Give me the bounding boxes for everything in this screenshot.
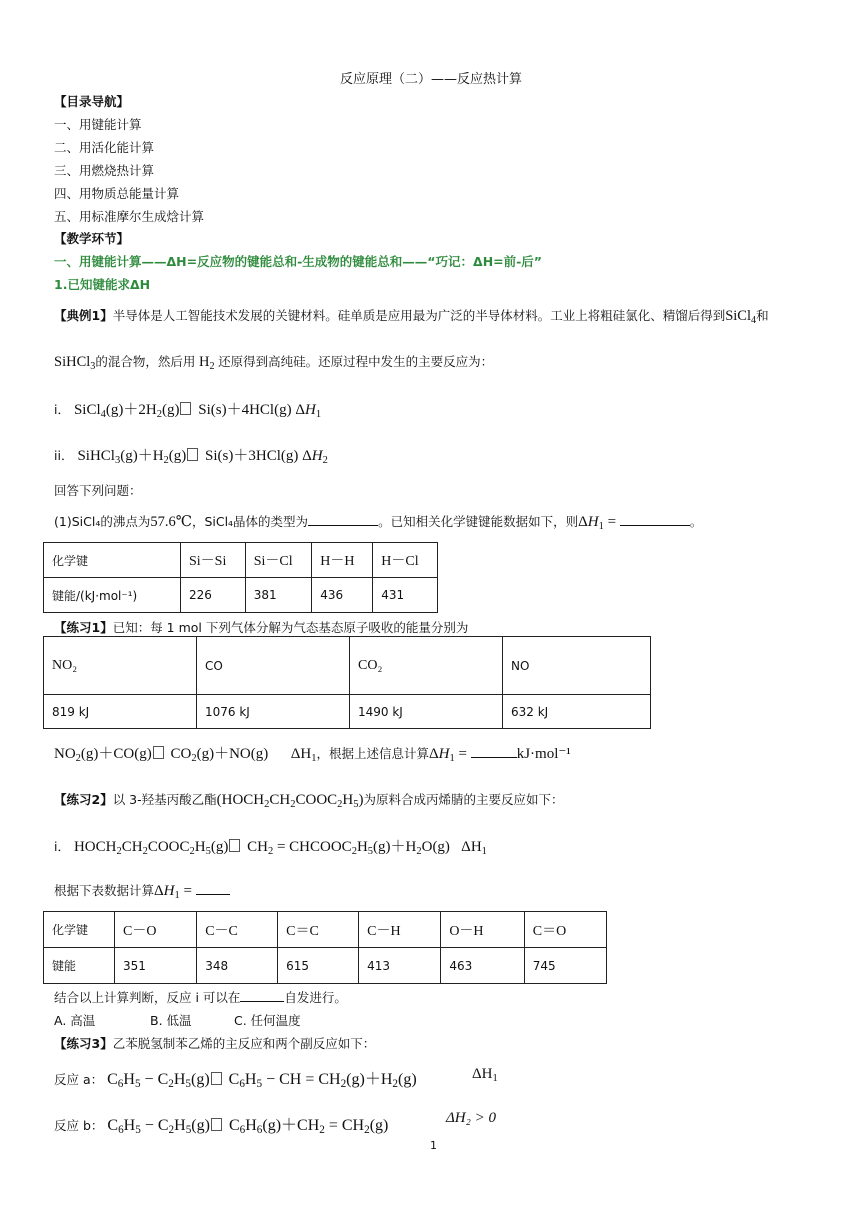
reaction-equation: $C_6H_5 - C_2H_5(g) C_6H_5$ − CH = $CH_2(g)+H_2(g)$ (107, 1071, 417, 1090)
practice2-judge (54, 988, 347, 1006)
table-header: NO₂ (44, 637, 197, 695)
table-cell: 819 kJ (44, 695, 197, 729)
toc-item: 四、用物质总能量计算 (54, 186, 180, 201)
judge-text: 自发进行。 (284, 990, 347, 1005)
reaction-equation: $HOCH_2CH_2COOC_2H_5(g) CH_2$ = $CHCOOC_2H_5(g)+H_2O(g)$ $\Delta H_1$ (73, 839, 487, 857)
practice3-label: 【练习3】 (54, 1036, 113, 1051)
q1-text: ，SiCl₄晶体的类型为 (191, 514, 309, 529)
judge-text: 结合以上计算判断，反应 i 可以在 (54, 990, 241, 1005)
formula-ester: $(HOCH_2CH_2COOC_2H_5)$ (216, 792, 364, 810)
teaching-heading: 【教学环节】 (54, 231, 130, 246)
answer-blank[interactable] (620, 513, 690, 526)
practice2-reaction (54, 835, 487, 857)
reaction-ii (54, 444, 328, 466)
bond-energy-table-2 (43, 911, 607, 984)
table-cell: 615 (278, 948, 359, 984)
reaction-b (54, 1112, 388, 1136)
q1-end: 。 (689, 514, 703, 529)
table-cell: 1490 kJ (350, 695, 503, 729)
reaction-b-enthalpy: ΔH₂ > 0 (446, 1110, 496, 1126)
table-cell: 226 (181, 578, 246, 613)
table-header: 化学键 (44, 912, 115, 948)
example1-text2: 的混合物，然后用 (95, 354, 196, 369)
toc-item: 三、用燃烧热计算 (54, 163, 155, 178)
answer-blank[interactable] (240, 989, 284, 1002)
calc-prompt: 根据下表数据计算 (54, 883, 155, 898)
table-header: CO (197, 637, 350, 695)
table-header: Si－Si (181, 543, 246, 578)
subsection-heading: 1.已知键能求ΔH (54, 277, 151, 292)
table-header: C＝C (278, 912, 359, 948)
delta-h1: $\Delta H_1$ = (578, 514, 620, 532)
table-cell: 745 (524, 948, 606, 984)
reaction-label: 反应 b： (54, 1118, 104, 1133)
example1-label: 【典例1】 (54, 308, 113, 323)
practice2-calc (54, 881, 230, 901)
table-cell: 436 (312, 578, 373, 613)
toc-item: 一、用键能计算 (54, 117, 142, 132)
practice3-text: 乙苯脱氢制苯乙烯的主反应和两个副反应如下： (112, 1036, 376, 1051)
table-header: C＝O (524, 912, 606, 948)
toc-item: 二、用活化能计算 (54, 140, 155, 155)
reaction-equation: $NO_2(g)+CO(g)$ $CO_2(g)+NO(g)$ $\Delta H_1$ (54, 746, 317, 764)
answer-prompt: 回答下列问题： (54, 483, 142, 498)
bond-energy-table-1 (43, 542, 438, 613)
reaction-equation: $C_6H_5 - C_2H_5(g) C_6H_6(g)+CH_2 = CH_2(g)$ (107, 1117, 389, 1136)
reaction-label: i． (54, 839, 70, 854)
answer-blank[interactable] (471, 745, 517, 758)
table-header: NO (503, 637, 651, 695)
table-cell: 632 kJ (503, 695, 651, 729)
practice2-line (54, 790, 564, 810)
page-title: 反应原理（二）——反应热计算 (340, 72, 523, 87)
table-row-label: 键能/(kJ·mol⁻¹) (44, 578, 181, 613)
toc-heading: 【目录导航】 (54, 94, 130, 109)
table-header: C－C (197, 912, 278, 948)
table-cell: 431 (373, 578, 438, 613)
practice1-text: 已知：每 1 mol 下列气体分解为气态基态原子吸收的能量分别为 (112, 620, 469, 635)
table-cell: 381 (245, 578, 312, 613)
table-cell: 463 (441, 948, 524, 984)
delta-h1: $\Delta H_1$ = (428, 746, 471, 764)
practice2-text: 为原料合成丙烯腈的主要反应如下： (363, 792, 564, 807)
reaction-equation: $SiHCl_3(g)+H_2(g)$ Si(s)＋3HCl(g) $\Delta H_2$ (77, 448, 328, 466)
table-cell: 413 (359, 948, 441, 984)
answer-blank[interactable] (196, 882, 230, 895)
question-1 (54, 512, 702, 532)
formula-sicl4: SiCl$_4$ (725, 308, 757, 326)
reaction-a (54, 1066, 417, 1090)
table-cell: 351 (115, 948, 197, 984)
table-header: C－H (359, 912, 441, 948)
table-row-label: 键能 (44, 948, 115, 984)
option-c: C. 任何温度 (234, 1013, 301, 1028)
q1-text: (1)SiCl₄的沸点为 (54, 514, 151, 529)
table-header: 化学键 (44, 543, 181, 578)
reaction-label: i． (54, 402, 70, 417)
example1-and: 和 (756, 308, 769, 323)
section-heading: 一、用键能计算——ΔH=反应物的键能总和-生成物的键能总和——“巧记：ΔH=前-后” (54, 254, 543, 269)
table-header: Si－Cl (245, 543, 312, 578)
table-cell: 1076 kJ (197, 695, 350, 729)
formula-sihcl3: SiHCl$_3$ (54, 354, 96, 372)
reaction-label: 反应 a： (54, 1072, 104, 1087)
option-b: B. 低温 (150, 1013, 192, 1028)
reaction-a-enthalpy: $\Delta H_1$ (472, 1066, 498, 1084)
unit: kJ·mol⁻¹ (516, 746, 571, 762)
practice1-after: ，根据上述信息计算 (316, 746, 429, 761)
table-cell: 348 (197, 948, 278, 984)
reaction-label: ii． (54, 448, 74, 463)
practice1-equation-line (54, 742, 571, 764)
page-number: 1 (430, 1139, 437, 1152)
practice1-label: 【练习1】 (54, 620, 113, 635)
table-header: O－H (441, 912, 524, 948)
practice2-text: 以 3-羟基丙酸乙酯 (112, 792, 217, 807)
example1-line2 (54, 352, 493, 372)
table-header: H－Cl (373, 543, 438, 578)
practice3-line (54, 1034, 375, 1052)
toc-item: 五、用标准摩尔生成焓计算 (54, 209, 205, 224)
example1-line1 (54, 306, 769, 326)
delta-h1: $\Delta H_1$ = (154, 883, 196, 901)
practice1-line (54, 618, 468, 636)
example1-text3: 还原得到高纯硅。还原过程中发生的主要反应为： (218, 354, 494, 369)
boiling-point: 57.6℃ (150, 514, 192, 530)
dissociation-energy-table (43, 636, 651, 729)
reaction-i (54, 398, 321, 420)
reaction-equation: $SiCl_4(g)+2H_2(g)$ Si(s)＋4HCl(g) $\Delta H_1$ (73, 402, 322, 420)
table-header: C－O (115, 912, 197, 948)
table-header: H－H (312, 543, 373, 578)
answer-blank[interactable] (308, 513, 378, 526)
option-a: A. 高温 (54, 1013, 96, 1028)
example1-text: 半导体是人工智能技术发展的关键材料。硅单质是应用最为广泛的半导体材料。工业上将粗硅氯化、精馏后得到 (112, 308, 726, 323)
table-header: CO₂ (350, 637, 503, 695)
practice2-label: 【练习2】 (54, 792, 113, 807)
q1-text: 。已知相关化学键键能数据如下，则 (378, 514, 579, 529)
formula-h2: $H_2$ (195, 354, 215, 372)
